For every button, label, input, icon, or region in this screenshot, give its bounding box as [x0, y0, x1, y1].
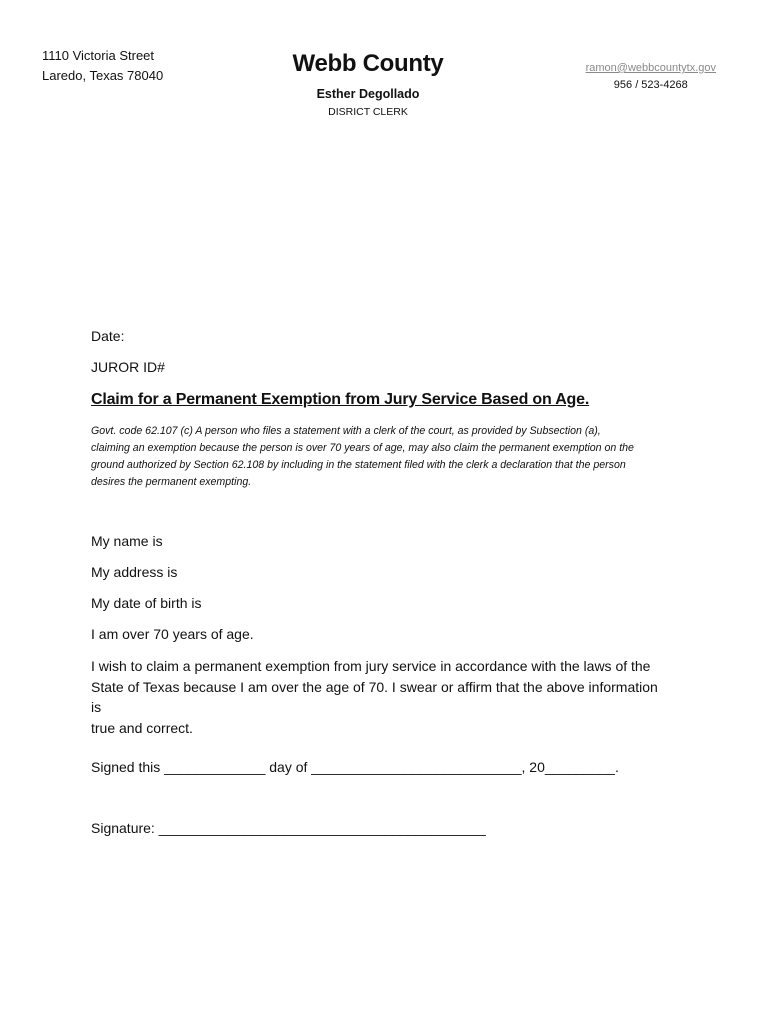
statute-line: Govt. code 62.107 (c) A person who files a statement with a clerk of the court, as provided by Subsection (a),: [91, 425, 601, 437]
statute-line: desires the permanent exempting.: [91, 476, 252, 488]
name-label: My name is: [91, 533, 163, 549]
clerk-name: Esther Degollado: [316, 87, 420, 101]
county-title: Webb County: [292, 50, 444, 77]
clerk-title: DISRICT CLERK: [328, 106, 408, 118]
date-label: Date:: [91, 328, 125, 344]
claim-line: I wish to claim a permanent exemption from jury service in accordance with the laws of the: [91, 658, 651, 674]
email-link[interactable]: ramon@webbcountytx.gov: [585, 62, 716, 74]
phone-number: 956 / 523-4268: [613, 79, 688, 91]
statute-line: ground authorized by Section 62.108 by including in the statement filed with the clerk a declaration that the person: [91, 459, 626, 471]
statute-line: claiming an exemption because the person is over 70 years of age, may also claim the permanent exemption on the: [91, 442, 634, 454]
address-label: My address is: [91, 564, 178, 580]
age-statement: I am over 70 years of age.: [91, 626, 254, 642]
letterhead: [240, 48, 496, 119]
address-line-1: 1110 Victoria Street: [42, 48, 155, 63]
statute-text: [91, 423, 691, 491]
claim-line: State of Texas because I am over the age of 70. I swear or affirm that the above information is: [91, 678, 658, 715]
claim-paragraph: [91, 656, 671, 738]
address-line-2: Laredo, Texas 78040: [42, 68, 164, 83]
signed-date-line[interactable]: Signed this _____________ day of ___________________________, 20_________.: [91, 759, 619, 775]
claim-line: true and correct.: [91, 719, 193, 736]
form-heading: Claim for a Permanent Exemption from Jury Service Based on Age.: [91, 391, 590, 408]
dob-label: My date of birth is: [91, 595, 202, 611]
juror-id-label: JUROR ID#: [91, 359, 165, 375]
contact-info: [586, 60, 716, 94]
mailing-address: [42, 46, 163, 86]
signature-line[interactable]: Signature: __________________________________________: [91, 820, 486, 836]
